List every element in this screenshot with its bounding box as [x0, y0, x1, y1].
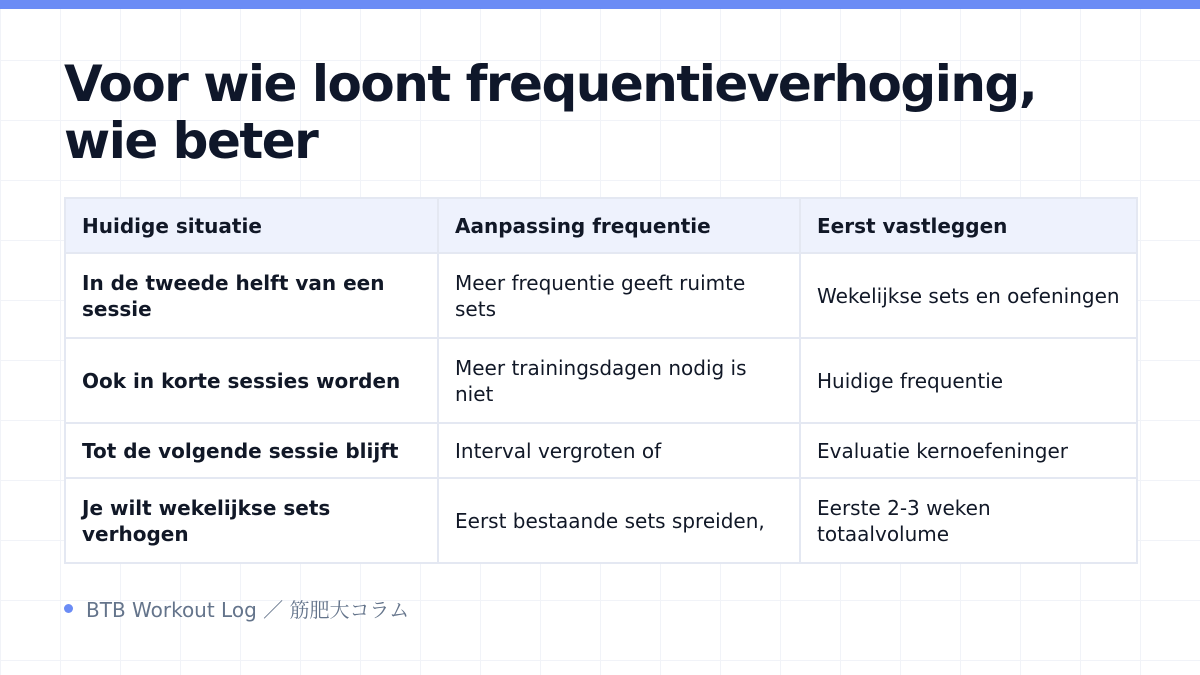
adjustment-cell: Meer frequentie geeft ruimte sets — [438, 253, 800, 338]
table-header-row — [65, 198, 1137, 253]
table-row — [65, 423, 1137, 478]
top-accent-bar — [0, 0, 1200, 9]
situation-cell: In de tweede helft van een sessie — [65, 253, 438, 338]
record-first-cell: Huidige frequentie — [800, 338, 1137, 423]
comparison-table-container — [64, 197, 1136, 564]
adjustment-cell: Meer trainingsdagen nodig is niet — [438, 338, 800, 423]
situation-cell: Je wilt wekelijkse sets verhogen — [65, 478, 438, 563]
table-row — [65, 478, 1137, 563]
footer-source — [64, 595, 409, 621]
page-title: Voor wie loont frequentieverhoging, wie beter — [64, 55, 1037, 170]
column-header-current-situation: Huidige situatie — [65, 198, 438, 253]
table-row — [65, 338, 1137, 423]
situation-cell: Ook in korte sessies worden — [65, 338, 438, 423]
record-first-cell: Eerste 2-3 weken totaalvolume — [800, 478, 1137, 563]
footer-text: BTB Workout Log ／ 筋肥大コラム — [86, 597, 410, 622]
record-first-cell: Wekelijkse sets en oefeningen — [800, 253, 1137, 338]
table-row — [65, 253, 1137, 338]
adjustment-cell: Interval vergroten of — [438, 423, 800, 478]
column-header-frequency-adjustment: Aanpassing frequentie — [438, 198, 800, 253]
situation-cell: Tot de volgende sessie blijft — [65, 423, 438, 478]
comparison-table — [64, 197, 1138, 564]
column-header-record-first: Eerst vastleggen — [800, 198, 1137, 253]
record-first-cell: Evaluatie kernoefeninger — [800, 423, 1137, 478]
adjustment-cell: Eerst bestaande sets spreiden, — [438, 478, 800, 563]
bullet-dot-icon — [64, 604, 73, 613]
